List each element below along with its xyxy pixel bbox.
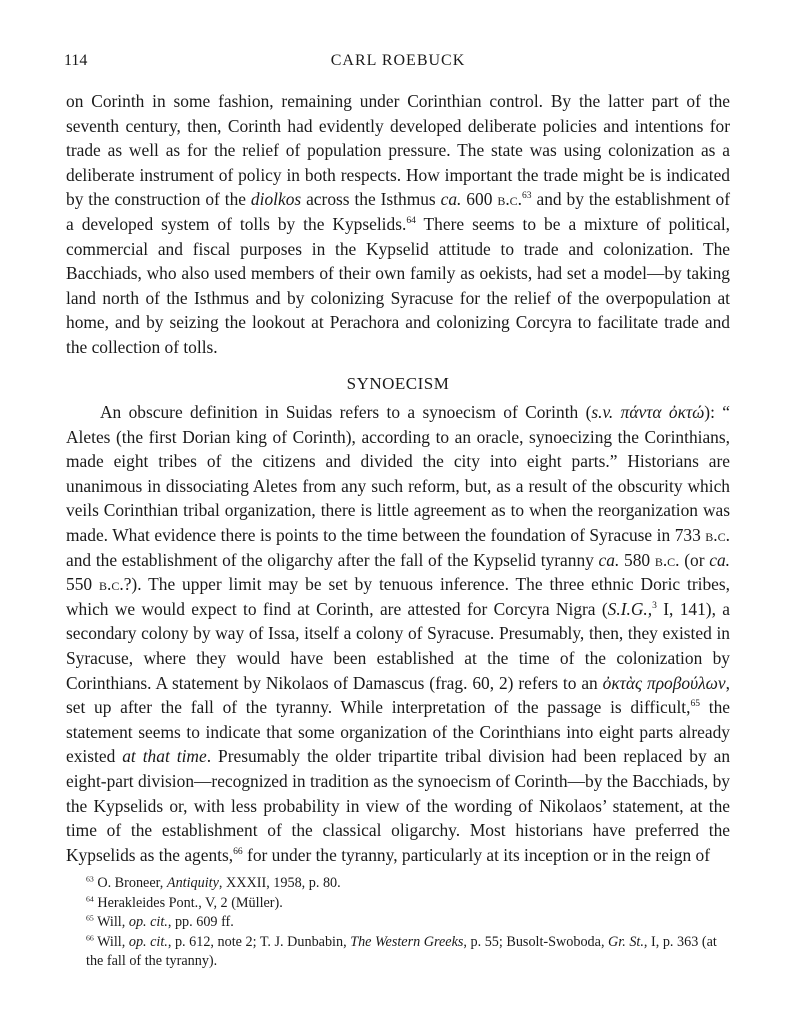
footnote-65: $^{65}$ Will, op. cit., pp. 609 ff. [86, 913, 234, 931]
paragraph-text: An obscure definition in Suidas refers to a synoecism of Corinth (s.v. πάντα ὀκτώ): “ Aletes (the first Dorian king of Corinth), according to an oracle, synoecizing the Corinthians, made eight tribes of the citizens and divided the city into eight parts.” Historians are unanimous in dissociating Aletes from any such reform, but, as a result of the obscurity which veils Corinthian tribal organization, there is little agreement as to when the reorganization was made. What evidence there is points to the time between the foundation of Syracuse in 733 b.c. and the establishment of the oligarchy after the fall of the Kypselid tyranny ca. 580 b.c. (or ca. 550 b.c.?). The upper limit may be set by tenuous inference. The three ethnic Doric tribes, which we would expect to find at Corinth, are attested for Corcyra Nigra (S.I.G.,$^3$ I, 141), a secondary colony by way of Issa, itself a colony of Syracuse. Presumably, then, they existed in Syracuse, where they would have been established at the time of the colonization by Corinthians. A statement by Nikolaos of Damascus (frag. 60, 2) refers to an ὀκτὰς προβούλων, set up after the fall of the tyranny. While interpretation of the passage is difficult,$^{65}$ the statement seems to indicate that some organization of the Corinthians into eight parts already existed at that time. Presumably the older tripartite tribal division had been replaced by an eight-part division—recognized in tradition as the synoecism of Corinth—by the Bacchiads, by the Kypselids or, with less probability in view of the wording of Nikolaos’ statement, at the time of the establishment of the classical oligarchy. Most historians have preferred the Kypselids as the agents,$^{66}$ for under the tyranny, particularly at its inception or in the reign of [66, 402, 731, 865]
page-header [64, 52, 732, 76]
section-heading: SYNOECISM [346, 374, 450, 393]
page-number: 114 [64, 52, 88, 69]
running-head: CARL ROEBUCK [330, 52, 466, 69]
paragraph-continuation [66, 89, 730, 360]
paragraph-text: on Corinth in some fashion, remaining under Corinthian control. By the latter part of the seventh century, then, Corinth had evidently developed deliberate policies and intentions for trade as well as for the relief of population pressure. The state was using colonization as a deliberate instrument of policy in both respects. How important the trade might be is indicated by the construction of the diolkos across the Isthmus ca. 600 b.c.$^{63}$ and by the establishment of a developed system of tolls by the Kypselids.$^{64}$ There seems to be a mixture of political, commercial and fiscal purposes in the Kypselid attitude to trade and colonization. The Bacchiads, who also used members of their own family as oekists, had set a model—by taking land north of the Isthmus and by colonizing Syracuse for the relief of the overpopulation at home, and by seizing the lookout at Perachora and colonizing Corcyra to facilitate trade and the collection of tolls. [66, 91, 731, 357]
paragraph-synoecism [66, 400, 730, 867]
footnotes [66, 874, 730, 972]
footnote-66: $^{66}$ Will, op. cit., p. 612, note 2; T. J. Dunbabin, The Western Greeks, p. 55; Busolt-Swoboda, Gr. St., I, p. 363 (at the fall of the tyranny). [86, 933, 717, 970]
footnote-ref-64: 64 [406, 215, 416, 227]
footnote-ref-63: 63 [522, 190, 532, 202]
footnote-ref-66: 66 [233, 845, 243, 857]
footnote-63: $^{63}$ O. Broneer, Antiquity, XXXII, 1958, p. 80. [86, 874, 341, 891]
footnote-64: $^{64}$ Herakleides Pont., V, 2 (Müller). [86, 893, 283, 911]
footnote-ref-65: 65 [690, 698, 701, 710]
